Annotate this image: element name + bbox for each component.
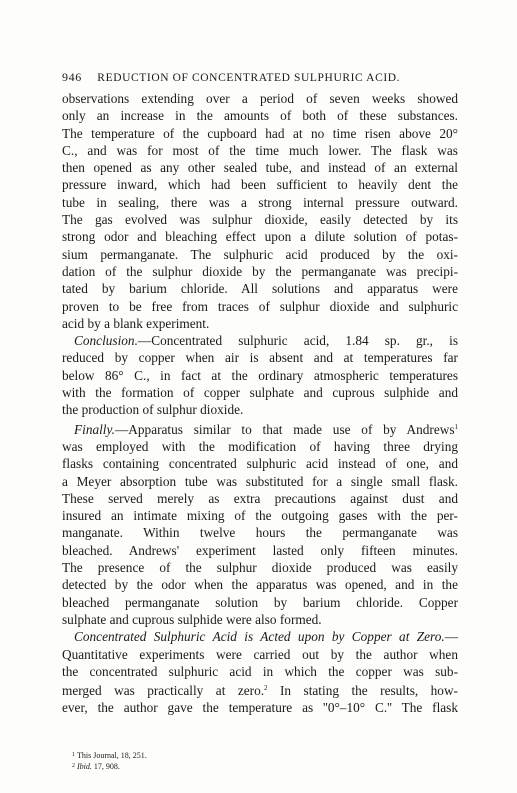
text-line: the production of sulphur dioxide. <box>62 402 244 418</box>
text-line: a Meyer absorption tube was substituted for a single small flask. <box>62 473 458 489</box>
text-line: proven to be free from traces of sulphur dioxide and sulphuric <box>62 298 458 314</box>
text-line: tated by barium chloride. All solutions and apparatus were <box>62 281 458 297</box>
section-heading: Concentrated Sulphuric Acid is Acted upon by Copper at Zero. <box>74 629 445 645</box>
text-line: insured an intimate mixing of the outgoing gases with the per- <box>62 508 458 524</box>
text-line: reduced by copper when air is absent and at temperatures far <box>62 350 458 366</box>
text-line: These served merely as extra precautions against dust and <box>62 490 458 506</box>
footnote: $^2$ Ibid. 17, 908. <box>72 762 120 771</box>
text-line: The presence of the sulphur dioxide produced was easily <box>62 560 458 576</box>
section-heading: Conclusion. <box>74 333 138 349</box>
text-line: with the formation of copper sulphate and cuprous sulphide and <box>62 385 458 401</box>
text-line: flasks containing concentrated sulphuric acid instead of one, and <box>62 456 458 472</box>
text-line: ever, the author gave the temperature as ''0°–10° C.'' The flask <box>62 700 458 716</box>
text-line: C., and was for most of the time much lower. The flask was <box>62 142 458 158</box>
text-line: observations extending over a period of seven weeks showed <box>62 91 458 106</box>
footnote-ref: 2 <box>264 684 268 693</box>
text-line: sulphate and cuprous sulphide were also formed. <box>62 611 322 627</box>
running-header <box>62 70 462 85</box>
text-line: only an increase in the amounts of both of these substances. <box>62 108 458 124</box>
text-line: the concentrated sulphuric acid in which the copper was sub- <box>62 663 458 679</box>
text-line: Quantitative experiments were carried out by the author when <box>62 646 458 662</box>
text-line: sium permanganate. The sulphuric acid produced by the oxi- <box>62 246 458 262</box>
text-line: strong odor and bleaching effect upon a dilute solution of potas- <box>62 229 458 245</box>
text-line: detected by the odor when the apparatus was opened, and in the <box>62 577 458 593</box>
text-line: below 86° C., in fact at the ordinary atmospheric temperatures <box>62 367 458 383</box>
text-line: acid by a blank experiment. <box>62 315 210 331</box>
running-title: REDUCTION OF CONCENTRATED SULPHURIC ACID. <box>97 72 401 84</box>
text-line: was employed with the modification of having three drying <box>62 438 458 454</box>
footnotes <box>72 750 372 772</box>
section-heading: Finally. <box>74 421 115 437</box>
text-line: merged was practically at zero.$^2$ In stating the results, how- <box>62 683 458 699</box>
footnote: $^1$ This Journal, 18, 251. <box>72 751 147 760</box>
text-line: bleached permanganate solution by barium chloride. Copper <box>62 594 458 610</box>
footnote-ref: 1 <box>454 422 458 431</box>
paragraph-finally: Finally.—Apparatus similar to that made use of by Andrews$^1$ <box>74 421 458 437</box>
text-line: The temperature of the cupboard had at no time risen above 20° <box>62 125 458 141</box>
paragraph-conclusion: Conclusion.—Concentrated sulphuric acid, 1.84 sp. gr., is <box>74 333 458 349</box>
text-line: bleached. Andrews' experiment lasted only fifteen minutes. <box>62 542 458 558</box>
body-text <box>62 90 458 717</box>
page-number: 946 <box>62 70 82 84</box>
text-line: manganate. Within twelve hours the permanganate was <box>62 525 458 541</box>
text-line: tube in sealing, there was a strong internal pressure outward. <box>62 194 458 210</box>
text-line: The gas evolved was sulphur dioxide, easily detected by its <box>62 212 458 228</box>
text-line: dation of the sulphur dioxide by the permanganate was precipi- <box>62 263 458 279</box>
text-line: pressure inward, which had been sufficient to heavily dent the <box>62 177 458 193</box>
paragraph-zero: Concentrated Sulphuric Acid is Acted upon by Copper at Zero.— <box>74 629 458 645</box>
text-line: then opened as any other sealed tube, and instead of an external <box>62 160 458 176</box>
